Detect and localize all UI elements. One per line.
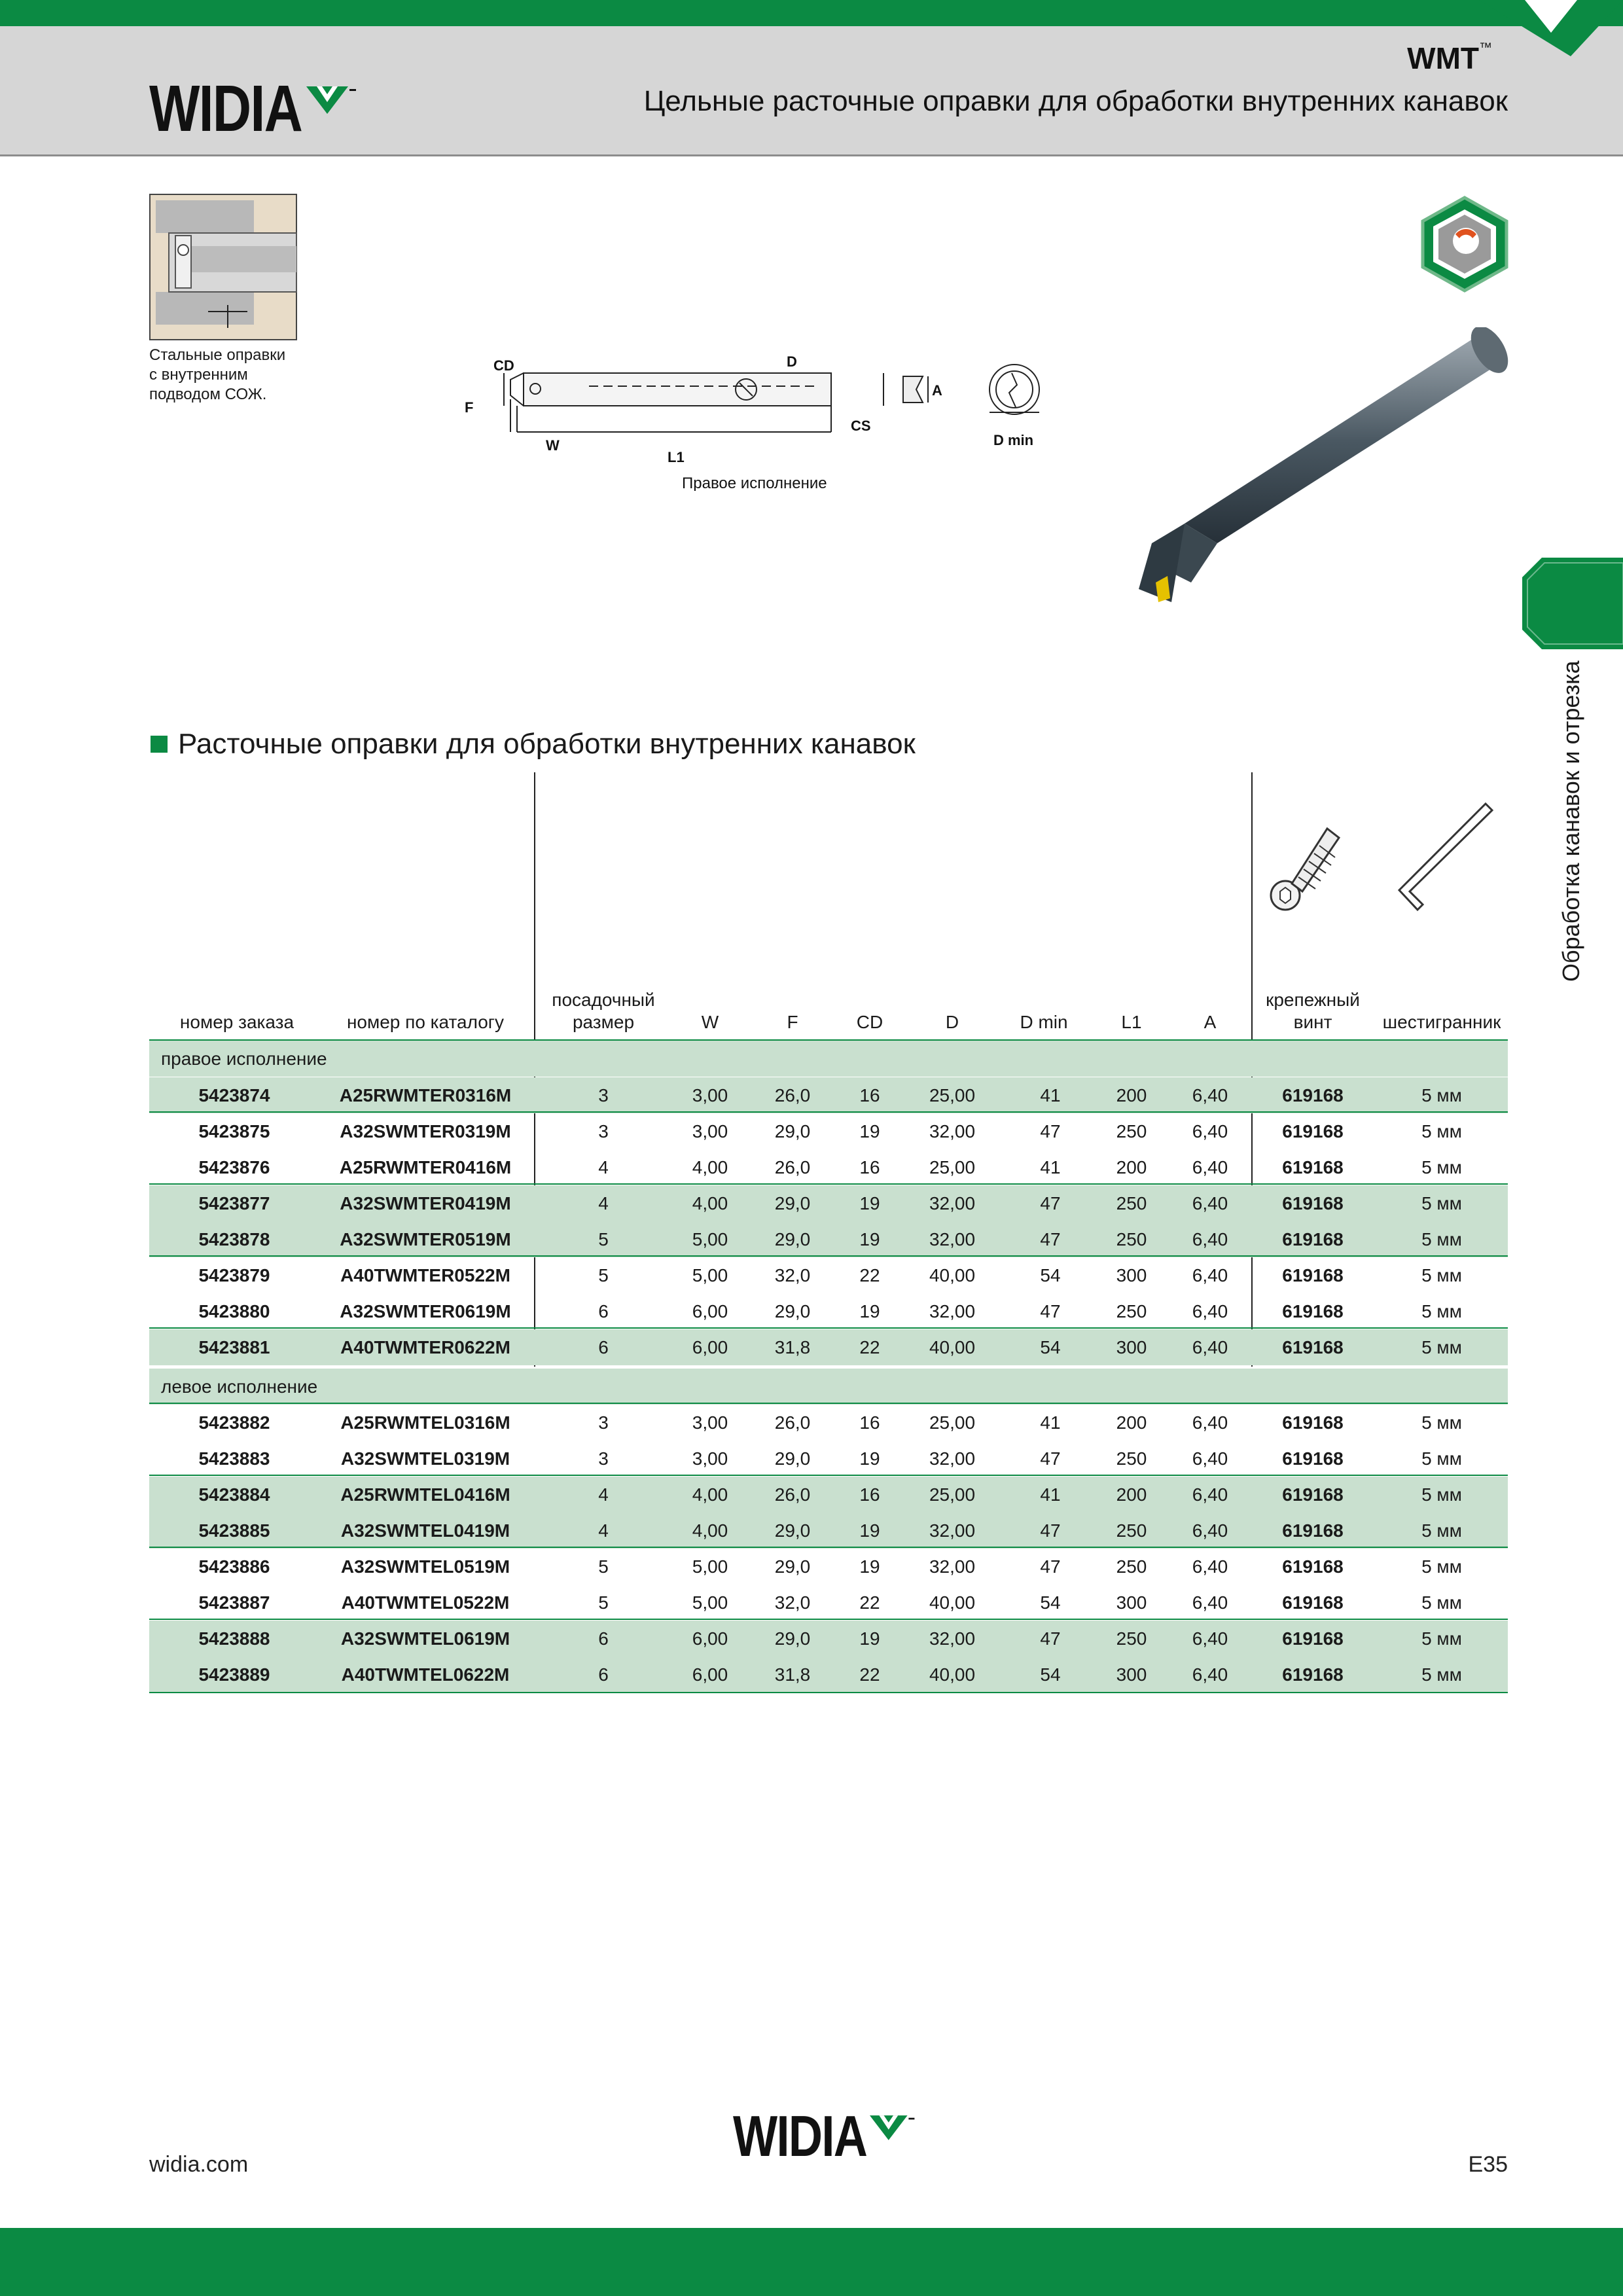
order-number: 5423880 bbox=[198, 1301, 270, 1321]
screw-value: 619168 bbox=[1282, 1592, 1344, 1613]
page-number: E35 bbox=[1468, 2152, 1508, 2177]
l1-value: 250 bbox=[1116, 1556, 1147, 1577]
hex-value: 5 мм bbox=[1421, 1193, 1462, 1213]
order-number: 5423874 bbox=[198, 1085, 270, 1105]
row-divider bbox=[149, 1692, 1508, 1693]
section-figure bbox=[149, 194, 297, 340]
dmin-value: 47 bbox=[1040, 1301, 1061, 1321]
seat-size: 5 bbox=[598, 1229, 609, 1249]
screw-value: 619168 bbox=[1282, 1085, 1344, 1105]
table-row bbox=[149, 1149, 1508, 1185]
f-value: 29,0 bbox=[774, 1121, 811, 1141]
side-tab-label: Обработка канавок и отрезка bbox=[1558, 660, 1584, 982]
seat-size: 3 bbox=[598, 1085, 609, 1105]
dmin-value: 47 bbox=[1040, 1121, 1061, 1141]
l1-value: 250 bbox=[1116, 1229, 1147, 1249]
order-number: 5423879 bbox=[198, 1265, 270, 1285]
cd-value: 19 bbox=[859, 1556, 880, 1577]
f-value: 29,0 bbox=[774, 1301, 811, 1321]
w-value: 3,00 bbox=[692, 1121, 728, 1141]
cd-value: 16 bbox=[859, 1412, 880, 1433]
d-value: 40,00 bbox=[929, 1265, 976, 1285]
l1-value: 250 bbox=[1116, 1301, 1147, 1321]
w-value: 4,00 bbox=[692, 1484, 728, 1505]
w-value: 3,00 bbox=[692, 1085, 728, 1105]
dmin-value: 47 bbox=[1040, 1448, 1061, 1469]
screw-value: 619168 bbox=[1282, 1121, 1344, 1141]
seat-size: 4 bbox=[598, 1520, 609, 1541]
hex-value: 5 мм bbox=[1421, 1157, 1462, 1177]
f-value: 31,8 bbox=[774, 1337, 811, 1357]
l1-value: 300 bbox=[1116, 1337, 1147, 1357]
d-value: 25,00 bbox=[929, 1085, 976, 1105]
dim-cs-label: CS bbox=[851, 418, 871, 434]
screw-value: 619168 bbox=[1282, 1193, 1344, 1213]
table-row bbox=[149, 1113, 1508, 1149]
l1-value: 250 bbox=[1116, 1520, 1147, 1541]
col-hex: шестигранник bbox=[1382, 1012, 1501, 1032]
l1-value: 250 bbox=[1116, 1121, 1147, 1141]
cd-value: 19 bbox=[859, 1193, 880, 1213]
d-value: 40,00 bbox=[929, 1664, 976, 1685]
logo-text: WIDIA bbox=[149, 72, 302, 145]
f-value: 26,0 bbox=[774, 1484, 811, 1505]
d-value: 32,00 bbox=[929, 1556, 976, 1577]
table-row bbox=[149, 1329, 1508, 1365]
order-number: 5423885 bbox=[198, 1520, 270, 1541]
table-row bbox=[149, 1621, 1508, 1657]
dmin-value: 54 bbox=[1040, 1592, 1061, 1613]
cd-value: 19 bbox=[859, 1229, 880, 1249]
catalog-number: A32SWMTEL0519M bbox=[340, 1556, 510, 1577]
cd-value: 16 bbox=[859, 1484, 880, 1505]
row-divider bbox=[149, 1475, 1508, 1476]
grooving-icon bbox=[1419, 195, 1510, 293]
cd-value: 19 bbox=[859, 1520, 880, 1541]
f-value: 29,0 bbox=[774, 1628, 811, 1649]
f-value: 26,0 bbox=[774, 1157, 811, 1177]
seat-size: 4 bbox=[598, 1193, 609, 1213]
row-divider bbox=[149, 1619, 1508, 1620]
d-value: 32,00 bbox=[929, 1448, 976, 1469]
table-row bbox=[149, 1405, 1508, 1441]
a-value: 6,40 bbox=[1192, 1592, 1228, 1613]
dim-d-label: D bbox=[787, 353, 797, 370]
bottom-accent-bar bbox=[0, 2228, 1623, 2296]
d-value: 32,00 bbox=[929, 1121, 976, 1141]
col-order: номер заказа bbox=[179, 1012, 294, 1032]
row-divider bbox=[149, 1255, 1508, 1257]
w-value: 6,00 bbox=[692, 1664, 728, 1685]
seat-size: 4 bbox=[598, 1484, 609, 1505]
col-cd: CD bbox=[856, 1012, 883, 1032]
w-value: 6,00 bbox=[692, 1628, 728, 1649]
a-value: 6,40 bbox=[1192, 1157, 1228, 1177]
dmin-value: 47 bbox=[1040, 1520, 1061, 1541]
dim-w-label: W bbox=[546, 437, 560, 454]
d-value: 40,00 bbox=[929, 1337, 976, 1357]
screw-value: 619168 bbox=[1282, 1157, 1344, 1177]
dmin-value: 41 bbox=[1040, 1412, 1061, 1433]
d-value: 32,00 bbox=[929, 1628, 976, 1649]
order-number: 5423889 bbox=[198, 1664, 270, 1685]
corner-triangle-icon bbox=[1479, 0, 1623, 56]
seat-size: 4 bbox=[598, 1157, 609, 1177]
table-row bbox=[149, 1293, 1508, 1329]
col-seat: посадочный размер bbox=[552, 990, 655, 1032]
hex-value: 5 мм bbox=[1421, 1121, 1462, 1141]
seat-size: 3 bbox=[598, 1448, 609, 1469]
catalog-number: A25RWMTER0316M bbox=[339, 1085, 512, 1105]
side-tab bbox=[1522, 558, 1623, 649]
cd-value: 19 bbox=[859, 1121, 880, 1141]
row-divider bbox=[149, 1183, 1508, 1185]
d-value: 25,00 bbox=[929, 1157, 976, 1177]
cd-value: 19 bbox=[859, 1301, 880, 1321]
l1-value: 250 bbox=[1116, 1448, 1147, 1469]
row-divider bbox=[149, 1403, 1508, 1404]
group-right-hand: правое исполнение bbox=[149, 1041, 1508, 1077]
figure-caption: Стальные оправки с внутренним подводом СОЖ. bbox=[149, 346, 286, 403]
w-value: 5,00 bbox=[692, 1556, 728, 1577]
hex-value: 5 мм bbox=[1421, 1664, 1462, 1685]
dim-dmin-label: D min bbox=[993, 432, 1034, 448]
l1-value: 300 bbox=[1116, 1592, 1147, 1613]
screw-value: 619168 bbox=[1282, 1337, 1344, 1357]
seat-size: 5 bbox=[598, 1265, 609, 1285]
f-value: 32,0 bbox=[774, 1592, 811, 1613]
a-value: 6,40 bbox=[1192, 1301, 1228, 1321]
dmin-value: 54 bbox=[1040, 1265, 1061, 1285]
catalog-number: A40TWMTEL0622M bbox=[341, 1664, 510, 1685]
catalog-number: A32SWMTER0519M bbox=[340, 1229, 511, 1249]
w-value: 3,00 bbox=[692, 1412, 728, 1433]
col-d: D bbox=[945, 1012, 959, 1032]
a-value: 6,40 bbox=[1192, 1121, 1228, 1141]
a-value: 6,40 bbox=[1192, 1520, 1228, 1541]
screw-icon bbox=[1271, 829, 1339, 910]
catalog-number: A32SWMTER0619M bbox=[340, 1301, 511, 1321]
footer-triangle-icon bbox=[870, 2113, 917, 2143]
catalog-number: A25RWMTEL0416M bbox=[340, 1484, 510, 1505]
w-value: 3,00 bbox=[692, 1448, 728, 1469]
dmin-value: 41 bbox=[1040, 1157, 1061, 1177]
screw-value: 619168 bbox=[1282, 1448, 1344, 1469]
col-l1: L1 bbox=[1121, 1012, 1142, 1032]
table-row bbox=[149, 1077, 1508, 1113]
dmin-value: 41 bbox=[1040, 1085, 1061, 1105]
col-f: F bbox=[787, 1012, 798, 1032]
order-number: 5423882 bbox=[198, 1412, 270, 1433]
table-row bbox=[149, 1657, 1508, 1693]
f-value: 26,0 bbox=[774, 1085, 811, 1105]
w-value: 4,00 bbox=[692, 1193, 728, 1213]
group-left-hand: левое исполнение bbox=[149, 1369, 1508, 1405]
dmin-value: 47 bbox=[1040, 1628, 1061, 1649]
l1-value: 200 bbox=[1116, 1484, 1147, 1505]
cd-value: 22 bbox=[859, 1265, 880, 1285]
catalog-number: A40TWMTER0522M bbox=[340, 1265, 510, 1285]
f-value: 31,8 bbox=[774, 1664, 811, 1685]
dmin-value: 41 bbox=[1040, 1484, 1061, 1505]
w-value: 4,00 bbox=[692, 1520, 728, 1541]
section-bullet bbox=[151, 736, 168, 753]
screw-value: 619168 bbox=[1282, 1556, 1344, 1577]
w-value: 5,00 bbox=[692, 1229, 728, 1249]
dim-f-label: F bbox=[465, 399, 474, 416]
hex-value: 5 мм bbox=[1421, 1412, 1462, 1433]
order-number: 5423884 bbox=[198, 1484, 270, 1505]
row-divider bbox=[149, 1111, 1508, 1113]
d-value: 25,00 bbox=[929, 1484, 976, 1505]
hex-value: 5 мм bbox=[1421, 1448, 1462, 1469]
seat-size: 6 bbox=[598, 1301, 609, 1321]
page-title: Цельные расточные оправки для обработки внутренних канавок bbox=[643, 85, 1508, 117]
f-value: 29,0 bbox=[774, 1448, 811, 1469]
a-value: 6,40 bbox=[1192, 1556, 1228, 1577]
order-number: 5423887 bbox=[198, 1592, 270, 1613]
catalog-number: A40TWMTEL0522M bbox=[341, 1592, 510, 1613]
screw-value: 619168 bbox=[1282, 1412, 1344, 1433]
widia-logo bbox=[149, 72, 359, 145]
widia-triangle-icon bbox=[306, 84, 359, 117]
order-number: 5423875 bbox=[198, 1121, 270, 1141]
hex-key-icon bbox=[1399, 804, 1492, 910]
table-row bbox=[149, 1549, 1508, 1585]
a-value: 6,40 bbox=[1192, 1085, 1228, 1105]
order-number: 5423881 bbox=[198, 1337, 270, 1357]
l1-value: 300 bbox=[1116, 1265, 1147, 1285]
seat-size: 3 bbox=[598, 1412, 609, 1433]
dmin-value: 47 bbox=[1040, 1193, 1061, 1213]
catalog-number: A32SWMTER0419M bbox=[340, 1193, 511, 1213]
a-value: 6,40 bbox=[1192, 1193, 1228, 1213]
top-accent-bar bbox=[0, 0, 1623, 26]
d-value: 32,00 bbox=[929, 1229, 976, 1249]
catalog-number: A40TWMTER0622M bbox=[340, 1337, 510, 1357]
f-value: 29,0 bbox=[774, 1556, 811, 1577]
l1-value: 200 bbox=[1116, 1412, 1147, 1433]
table-row bbox=[149, 1585, 1508, 1621]
f-value: 29,0 bbox=[774, 1520, 811, 1541]
dmin-value: 54 bbox=[1040, 1664, 1061, 1685]
table-row bbox=[149, 1185, 1508, 1221]
tool-photo bbox=[1086, 327, 1512, 635]
dim-a-label: A bbox=[932, 382, 942, 399]
f-value: 29,0 bbox=[774, 1229, 811, 1249]
col-screw: крепежный винт bbox=[1266, 990, 1360, 1032]
a-value: 6,40 bbox=[1192, 1484, 1228, 1505]
screw-value: 619168 bbox=[1282, 1229, 1344, 1249]
row-divider bbox=[149, 1547, 1508, 1548]
table-row bbox=[149, 1441, 1508, 1477]
cd-value: 22 bbox=[859, 1337, 880, 1357]
f-value: 26,0 bbox=[774, 1412, 811, 1433]
hex-value: 5 мм bbox=[1421, 1301, 1462, 1321]
cd-value: 16 bbox=[859, 1157, 880, 1177]
catalog-number: A25RWMTEL0316M bbox=[340, 1412, 510, 1433]
seat-size: 6 bbox=[598, 1664, 609, 1685]
screw-value: 619168 bbox=[1282, 1520, 1344, 1541]
screw-value: 619168 bbox=[1282, 1265, 1344, 1285]
hex-value: 5 мм bbox=[1421, 1484, 1462, 1505]
table-row bbox=[149, 1513, 1508, 1549]
hex-value: 5 мм bbox=[1421, 1520, 1462, 1541]
order-number: 5423886 bbox=[198, 1556, 270, 1577]
table-row bbox=[149, 1477, 1508, 1513]
order-number: 5423876 bbox=[198, 1157, 270, 1177]
a-value: 6,40 bbox=[1192, 1664, 1228, 1685]
drawing-caption: Правое исполнение bbox=[682, 475, 827, 491]
catalog-number: A32SWMTEL0619M bbox=[340, 1628, 510, 1649]
catalog-number: A32SWMTEL0419M bbox=[340, 1520, 510, 1541]
hex-value: 5 мм bbox=[1421, 1085, 1462, 1105]
d-value: 32,00 bbox=[929, 1301, 976, 1321]
dmin-value: 47 bbox=[1040, 1229, 1061, 1249]
cd-value: 19 bbox=[859, 1628, 880, 1649]
hex-value: 5 мм bbox=[1421, 1592, 1462, 1613]
w-value: 6,00 bbox=[692, 1301, 728, 1321]
order-number: 5423888 bbox=[198, 1628, 270, 1649]
cd-value: 22 bbox=[859, 1664, 880, 1685]
hex-value: 5 мм bbox=[1421, 1628, 1462, 1649]
cd-value: 19 bbox=[859, 1448, 880, 1469]
d-value: 32,00 bbox=[929, 1193, 976, 1213]
order-number: 5423883 bbox=[198, 1448, 270, 1469]
w-value: 5,00 bbox=[692, 1592, 728, 1613]
section-title: Расточные оправки для обработки внутренних канавок bbox=[151, 728, 916, 761]
screw-value: 619168 bbox=[1282, 1664, 1344, 1685]
w-value: 6,00 bbox=[692, 1337, 728, 1357]
a-value: 6,40 bbox=[1192, 1448, 1228, 1469]
w-value: 5,00 bbox=[692, 1265, 728, 1285]
col-dmin: D min bbox=[1020, 1012, 1068, 1032]
accessory-icons bbox=[1255, 779, 1504, 923]
seat-size: 6 bbox=[598, 1628, 609, 1649]
f-value: 29,0 bbox=[774, 1193, 811, 1213]
l1-value: 200 bbox=[1116, 1157, 1147, 1177]
catalog-number: A32SWMTEL0319M bbox=[340, 1448, 510, 1469]
seat-size: 5 bbox=[598, 1592, 609, 1613]
table-row bbox=[149, 1221, 1508, 1257]
dim-l1-label: L1 bbox=[668, 449, 685, 465]
w-value: 4,00 bbox=[692, 1157, 728, 1177]
order-number: 5423877 bbox=[198, 1193, 270, 1213]
footer-logo bbox=[733, 2104, 917, 2168]
col-w: W bbox=[701, 1012, 719, 1032]
f-value: 32,0 bbox=[774, 1265, 811, 1285]
seat-size: 3 bbox=[598, 1121, 609, 1141]
a-value: 6,40 bbox=[1192, 1628, 1228, 1649]
screw-value: 619168 bbox=[1282, 1628, 1344, 1649]
col-a: A bbox=[1204, 1012, 1217, 1032]
dmin-value: 54 bbox=[1040, 1337, 1061, 1357]
d-value: 32,00 bbox=[929, 1520, 976, 1541]
cd-value: 22 bbox=[859, 1592, 880, 1613]
hex-value: 5 мм bbox=[1421, 1337, 1462, 1357]
a-value: 6,40 bbox=[1192, 1412, 1228, 1433]
screw-value: 619168 bbox=[1282, 1484, 1344, 1505]
technical-drawing bbox=[452, 347, 1060, 491]
hex-value: 5 мм bbox=[1421, 1265, 1462, 1285]
catalog-number: A32SWMTER0319M bbox=[340, 1121, 511, 1141]
footer-logo-text: WIDIA bbox=[733, 2104, 867, 2168]
footer-url[interactable]: widia.com bbox=[149, 2152, 249, 2177]
product-code: WMT™ bbox=[1407, 41, 1492, 75]
a-value: 6,40 bbox=[1192, 1229, 1228, 1249]
l1-value: 200 bbox=[1116, 1085, 1147, 1105]
seat-size: 6 bbox=[598, 1337, 609, 1357]
hex-value: 5 мм bbox=[1421, 1229, 1462, 1249]
screw-value: 619168 bbox=[1282, 1301, 1344, 1321]
table-row bbox=[149, 1257, 1508, 1293]
dmin-value: 47 bbox=[1040, 1556, 1061, 1577]
seat-size: 5 bbox=[598, 1556, 609, 1577]
hex-value: 5 мм bbox=[1421, 1556, 1462, 1577]
d-value: 40,00 bbox=[929, 1592, 976, 1613]
a-value: 6,40 bbox=[1192, 1265, 1228, 1285]
l1-value: 250 bbox=[1116, 1193, 1147, 1213]
dim-cd-label: CD bbox=[493, 357, 514, 374]
row-divider bbox=[149, 1327, 1508, 1329]
l1-value: 300 bbox=[1116, 1664, 1147, 1685]
col-catalog: номер по каталогу bbox=[346, 1012, 505, 1032]
catalog-number: A25RWMTER0416M bbox=[339, 1157, 512, 1177]
d-value: 25,00 bbox=[929, 1412, 976, 1433]
cd-value: 16 bbox=[859, 1085, 880, 1105]
a-value: 6,40 bbox=[1192, 1337, 1228, 1357]
l1-value: 250 bbox=[1116, 1628, 1147, 1649]
order-number: 5423878 bbox=[198, 1229, 270, 1249]
